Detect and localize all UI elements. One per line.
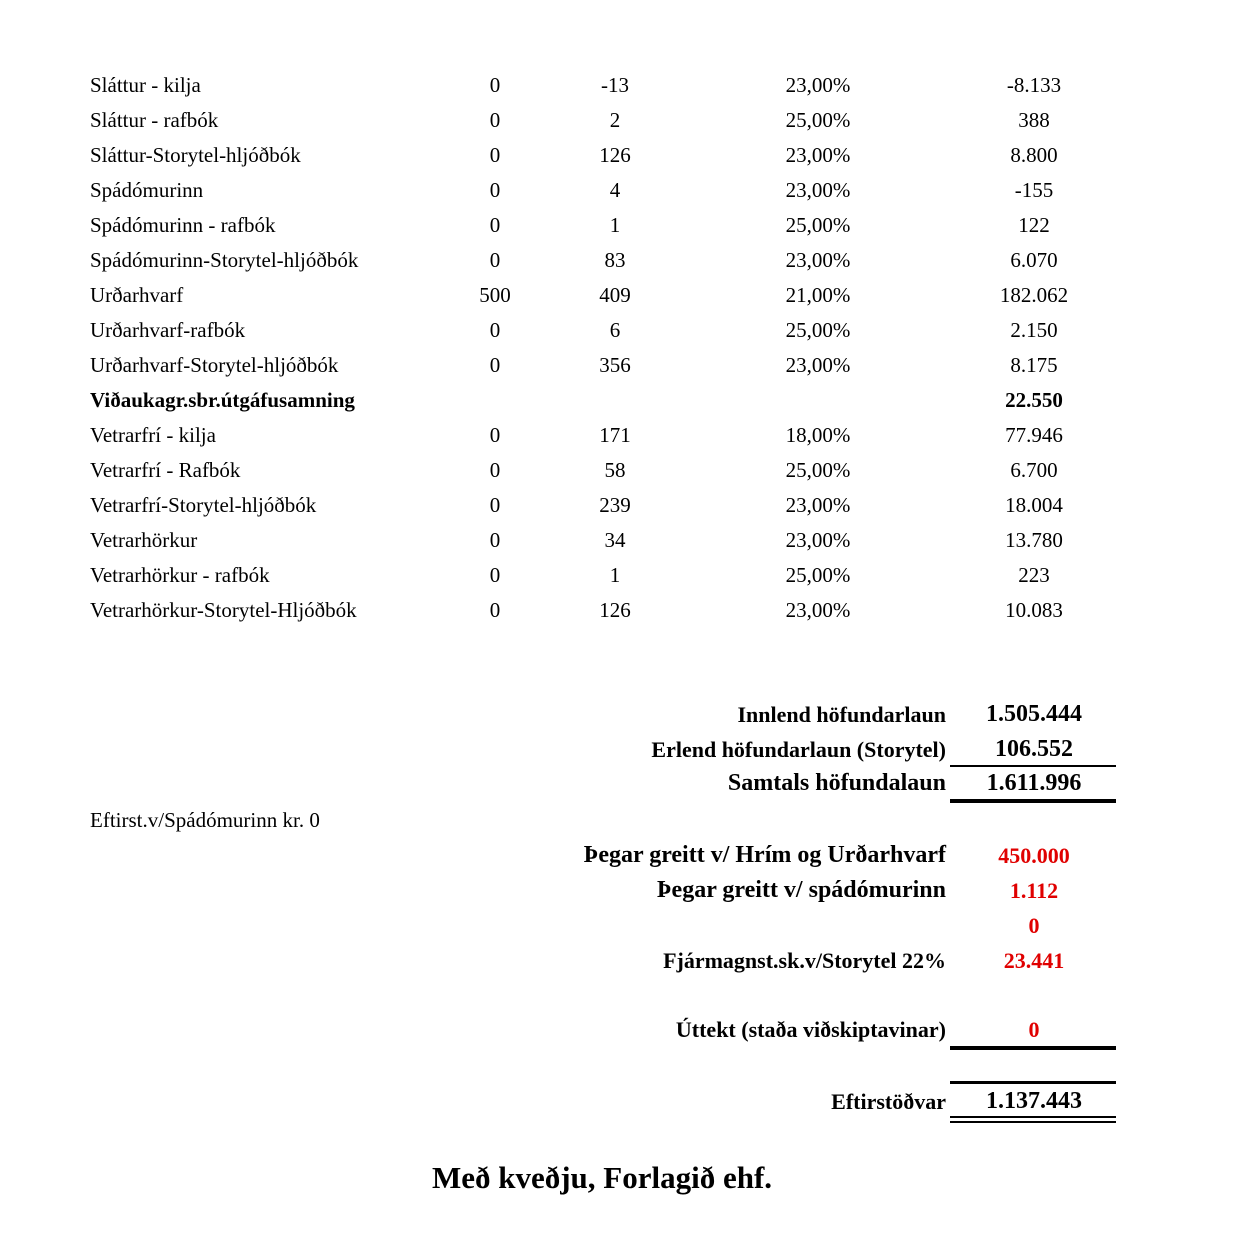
advance-cell: 0	[489, 598, 501, 622]
units-cell: 6	[609, 318, 621, 342]
advance-cell: 0	[489, 318, 501, 342]
rate-cell: 25,00%	[785, 213, 851, 237]
amount-cell: 8.800	[1010, 143, 1058, 167]
domestic-royalties-row	[0, 697, 1236, 732]
rate-cell: 23,00%	[785, 73, 851, 97]
advance-cell: 0	[489, 493, 501, 517]
rate-cell: 23,00%	[785, 353, 851, 377]
table-row	[0, 453, 1236, 488]
rate-cell: 23,00%	[785, 248, 851, 272]
foreign-royalties-value: 106.552	[995, 736, 1073, 762]
balance-row	[0, 1084, 1236, 1119]
amount-cell: 388	[1018, 108, 1050, 132]
advance-cell: 500	[479, 283, 511, 307]
units-cell: 1	[609, 213, 621, 237]
table-row	[0, 348, 1236, 383]
book-title-cell: Spádómurinn - rafbók	[90, 213, 276, 237]
units-cell: 126	[599, 598, 631, 622]
total-royalties-row	[0, 766, 1236, 801]
table-row	[0, 278, 1236, 313]
amount-cell: 18.004	[1005, 493, 1063, 517]
blank-payment-row	[0, 908, 1236, 943]
rate-cell: 25,00%	[785, 108, 851, 132]
units-cell: 34	[604, 528, 626, 552]
balance-value: 1.137.443	[986, 1088, 1082, 1114]
units-cell: 1	[609, 563, 621, 587]
table-row	[0, 313, 1236, 348]
rate-cell: 23,00%	[785, 143, 851, 167]
total-royalties-value: 1.611.996	[986, 770, 1082, 796]
foreign-royalties-label: Erlend höfundarlaun (Storytel)	[651, 737, 946, 762]
book-title-cell: Urðarhvarf-Storytel-hljóðbók	[90, 353, 339, 377]
tax-label: Fjármagnst.sk.v/Storytel 22%	[663, 948, 946, 973]
withdrawal-value: 0	[1028, 1017, 1040, 1042]
amount-cell: 22.550	[1005, 388, 1063, 412]
balance-double-underline-bottom	[950, 1121, 1116, 1123]
units-cell: 171	[599, 423, 631, 447]
blank-payment-value: 0	[1028, 913, 1040, 938]
amount-cell: 13.780	[1005, 528, 1063, 552]
table-row	[0, 138, 1236, 173]
domestic-royalties-label: Innlend höfundarlaun	[737, 702, 946, 727]
withdrawal-label: Úttekt (staða viðskiptavinar)	[675, 1017, 946, 1042]
book-title-cell: Sláttur-Storytel-hljóðbók	[90, 143, 301, 167]
units-cell: 356	[599, 353, 631, 377]
paid-hrim-label: Þegar greitt v/ Hrím og Urðarhvarf	[583, 842, 946, 868]
total-royalties-label: Samtals höfundalaun	[727, 770, 946, 796]
rate-cell: 25,00%	[785, 318, 851, 342]
table-row	[0, 558, 1236, 593]
tax-value: 23.441	[1003, 948, 1065, 973]
amount-cell: 6.700	[1010, 458, 1058, 482]
withdrawal-row	[0, 1012, 1236, 1047]
domestic-royalties-value: 1.505.444	[986, 701, 1082, 727]
rate-cell: 25,00%	[785, 563, 851, 587]
rate-cell: 23,00%	[785, 528, 851, 552]
paid-spad-row	[0, 873, 1236, 908]
table-row	[0, 488, 1236, 523]
book-title-cell: Sláttur - kilja	[90, 73, 201, 97]
units-cell: 126	[599, 143, 631, 167]
amount-cell: -8.133	[1006, 73, 1062, 97]
book-title-cell: Vetrarhörkur-Storytel-Hljóðbók	[90, 598, 357, 622]
table-row	[0, 243, 1236, 278]
book-title-cell: Vetrarhörkur - rafbók	[90, 563, 270, 587]
book-title-cell: Viðaukagr.sbr.útgáfusamning	[90, 388, 355, 412]
table-row	[0, 418, 1236, 453]
units-cell: 4	[609, 178, 621, 202]
table-row	[0, 523, 1236, 558]
advance-cell: 0	[489, 458, 501, 482]
amount-cell: 6.070	[1010, 248, 1058, 272]
withdrawal-underline	[950, 1046, 1116, 1050]
rate-cell: 23,00%	[785, 598, 851, 622]
paid-hrim-row	[0, 838, 1236, 873]
paid-spad-label: Þegar greitt v/ spádómurinn	[656, 877, 946, 903]
book-title-cell: Urðarhvarf	[90, 283, 184, 307]
advance-cell: 0	[489, 528, 501, 552]
units-cell: 409	[599, 283, 631, 307]
rate-cell: 25,00%	[785, 458, 851, 482]
units-cell: 58	[604, 458, 626, 482]
amount-cell: 223	[1018, 563, 1050, 587]
amount-cell: 2.150	[1010, 318, 1058, 342]
advance-cell: 0	[489, 73, 501, 97]
advance-cell: 0	[489, 563, 501, 587]
book-title-cell: Vetrarfrí - kilja	[90, 423, 216, 447]
table-row	[0, 68, 1236, 103]
table-row	[0, 103, 1236, 138]
units-cell: 239	[599, 493, 631, 517]
table-row	[0, 593, 1236, 628]
rate-cell: 23,00%	[785, 493, 851, 517]
advance-cell: 0	[489, 353, 501, 377]
book-title-cell: Vetrarfrí-Storytel-hljóðbók	[90, 493, 317, 517]
balance-label: Eftirstöðvar	[831, 1089, 946, 1114]
amount-cell: 10.083	[1005, 598, 1063, 622]
amount-cell: 77.946	[1005, 423, 1063, 447]
amount-cell: 8.175	[1010, 353, 1058, 377]
amount-cell: -155	[1014, 178, 1054, 202]
book-title-cell: Sláttur - rafbók	[90, 108, 219, 132]
advance-cell: 0	[489, 143, 501, 167]
balance-note: Eftirst.v/Spádómurinn kr. 0	[90, 808, 320, 832]
balance-double-underline-top	[950, 1116, 1116, 1118]
book-title-cell: Spádómurinn	[90, 178, 204, 202]
units-cell: 83	[604, 248, 626, 272]
advance-cell: 0	[489, 423, 501, 447]
paid-hrim-value: 450.000	[998, 843, 1070, 868]
book-title-cell: Spádómurinn-Storytel-hljóðbók	[90, 248, 359, 272]
total-underline	[950, 799, 1116, 803]
rate-cell: 23,00%	[785, 178, 851, 202]
closing-greeting: Með kveðju, Forlagið ehf.	[431, 1160, 773, 1195]
foreign-royalties-row	[0, 732, 1236, 767]
paid-spad-value: 1.112	[1009, 878, 1059, 903]
amount-cell: 182.062	[999, 283, 1069, 307]
table-row	[0, 173, 1236, 208]
book-title-cell: Urðarhvarf-rafbók	[90, 318, 246, 342]
advance-cell: 0	[489, 248, 501, 272]
book-title-cell: Vetrarhörkur	[90, 528, 198, 552]
table-row	[0, 383, 1236, 418]
advance-cell: 0	[489, 213, 501, 237]
table-row	[0, 208, 1236, 243]
rate-cell: 21,00%	[785, 283, 851, 307]
book-title-cell: Vetrarfrí - Rafbók	[90, 458, 241, 482]
units-cell: -13	[601, 73, 629, 97]
advance-cell: 0	[489, 108, 501, 132]
amount-cell: 122	[1018, 213, 1050, 237]
units-cell: 2	[609, 108, 621, 132]
rate-cell: 18,00%	[785, 423, 851, 447]
advance-cell: 0	[489, 178, 501, 202]
tax-row	[0, 943, 1236, 978]
